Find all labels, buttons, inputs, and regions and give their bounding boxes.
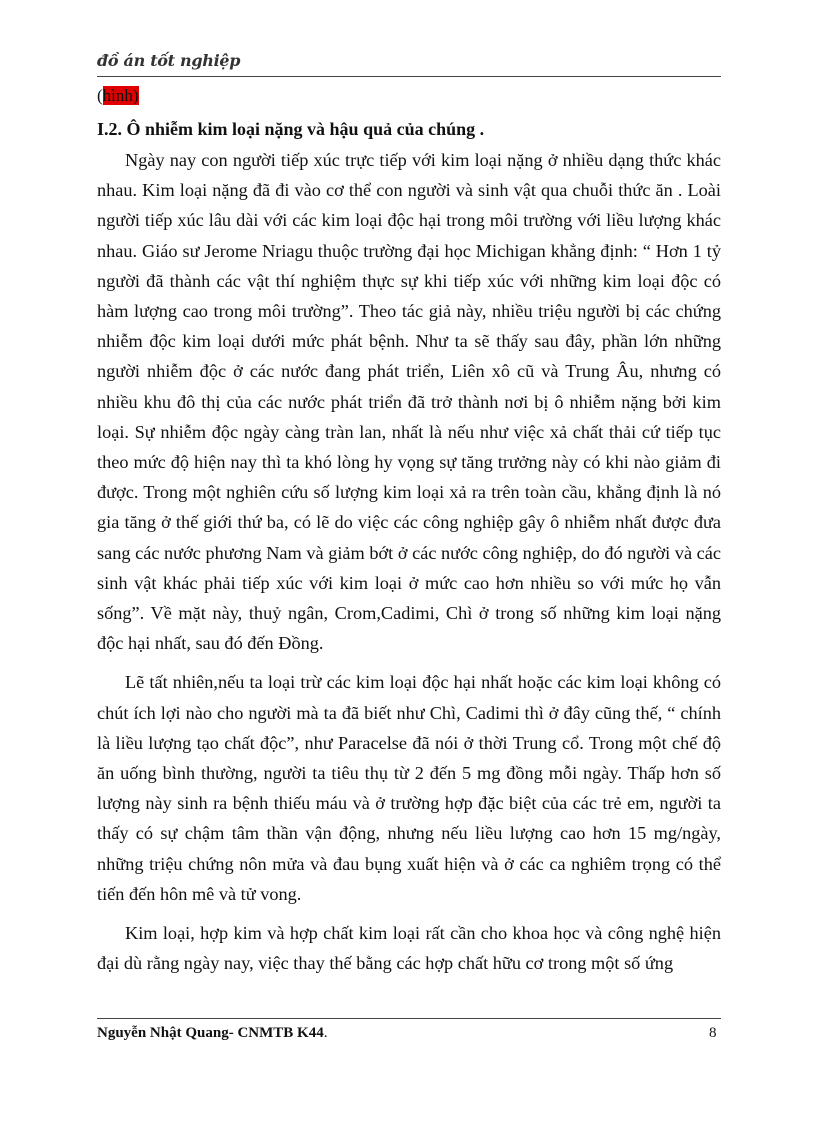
paragraph-1: Ngày nay con người tiếp xúc trực tiếp với kim loại nặng ở nhiều dạng thức khác nhau. Kim loại nặng đã đi vào cơ thể con người và sinh vật qua chuỗi thức ăn . Loài người tiếp xúc lâu dài với các kim loại độc hại trong môi trường với liều lượng khác nhau. Giáo sư Jerome Nriagu thuộc trường đại học Michigan khẳng định: “ Hơn 1 tỷ người đã thành các vật thí nghiệm thực sự khi tiếp xúc với những kim loại độc có hàm lượng cao trong môi trường”. Theo tác giả này, nhiều triệu người bị các chứng nhiễm độc kim loại dưới mức phát bệnh. Như ta sẽ thấy sau đây, phần lớn những người nhiễm độc ở các nước đang phát triển, Liên xô cũ và Trung Âu, nhưng có nhiều khu đô thị của các nước phát triển đã trở thành nơi bị ô nhiễm nặng bởi kim loại. Sự nhiễm độc ngày càng tràn lan, nhất là nếu như việc xả chất thải cứ tiếp tục theo mức độ hiện nay thì ta khó lòng hy vọng sự tăng trưởng này có khi nào giảm đi được. Trong một nghiên cứu số lượng kim loại xả ra trên toàn cầu, khẳng định là nó gia tăng ở thế giới thứ ba, có lẽ do việc các công nghiệp gây ô nhiễm nhất được đưa sang các nước phương Nam và giảm bớt ở các nước công nghiệp, do đó người và các sinh vật khác phải tiếp xúc với kim loại ở mức cao hơn nhiều so với mức họ vẫn sống”. Về mặt này, thuỷ ngân, Crom,Cadimi, Chì ở trong số những kim loại nặng độc hại nhất, sau đó đến Đồng. <box>97 150 721 654</box>
paragraph-2: Lẽ tất nhiên,nếu ta loại trừ các kim loại độc hại nhất hoặc các kim loại không có chút ích lợi nào cho người mà ta đã biết như Chì, Cadimi thì ở đây cũng thế, “ chính là liều lượng tạo chất độc”, như Paracelse đã nói ở thời Trung cổ. Trong một chế độ ăn uống bình thường, người ta tiêu thụ từ 2 đến 5 mg đồng mỗi ngày. Thấp hơn số lượng này sinh ra bệnh thiếu máu và ở trường hợp đặc biệt của các trẻ em, người ta thấy có sự chậm tâm thần vận động, nhưng nếu liều lượng cao hơn 15 mg/ngày, những triệu chứng nôn mửa và đau bụng xuất hiện và ở các ca nghiêm trọng có thể tiến đến hôn mê và tử vong. <box>97 672 721 904</box>
tag-open-paren: ( <box>97 86 103 105</box>
body-text <box>97 145 721 978</box>
header-divider <box>97 76 721 77</box>
header-label: đồ án tốt nghiệp <box>97 51 241 70</box>
page-number: 8 <box>709 1025 717 1041</box>
paragraph-3: Kim loại, hợp kim và hợp chất kim loại rất cần cho khoa học và công nghệ hiện đại dù rằng ngày nay, việc thay thế bằng các hợp chất hữu cơ trong một số ứng <box>97 923 721 974</box>
section-title: I.2. Ô nhiễm kim loại nặng và hậu quả của chúng . <box>97 119 485 139</box>
footer-author <box>97 1025 327 1042</box>
footer-dot: . <box>323 1025 328 1041</box>
footer-divider <box>97 1018 721 1019</box>
highlighted-text: hình <box>102 86 133 105</box>
figure-placeholder-tag <box>97 86 139 106</box>
tag-close-paren: ) <box>132 86 139 105</box>
footer-author-text: Nguyễn Nhật Quang- CNMTB K44 <box>97 1025 324 1041</box>
